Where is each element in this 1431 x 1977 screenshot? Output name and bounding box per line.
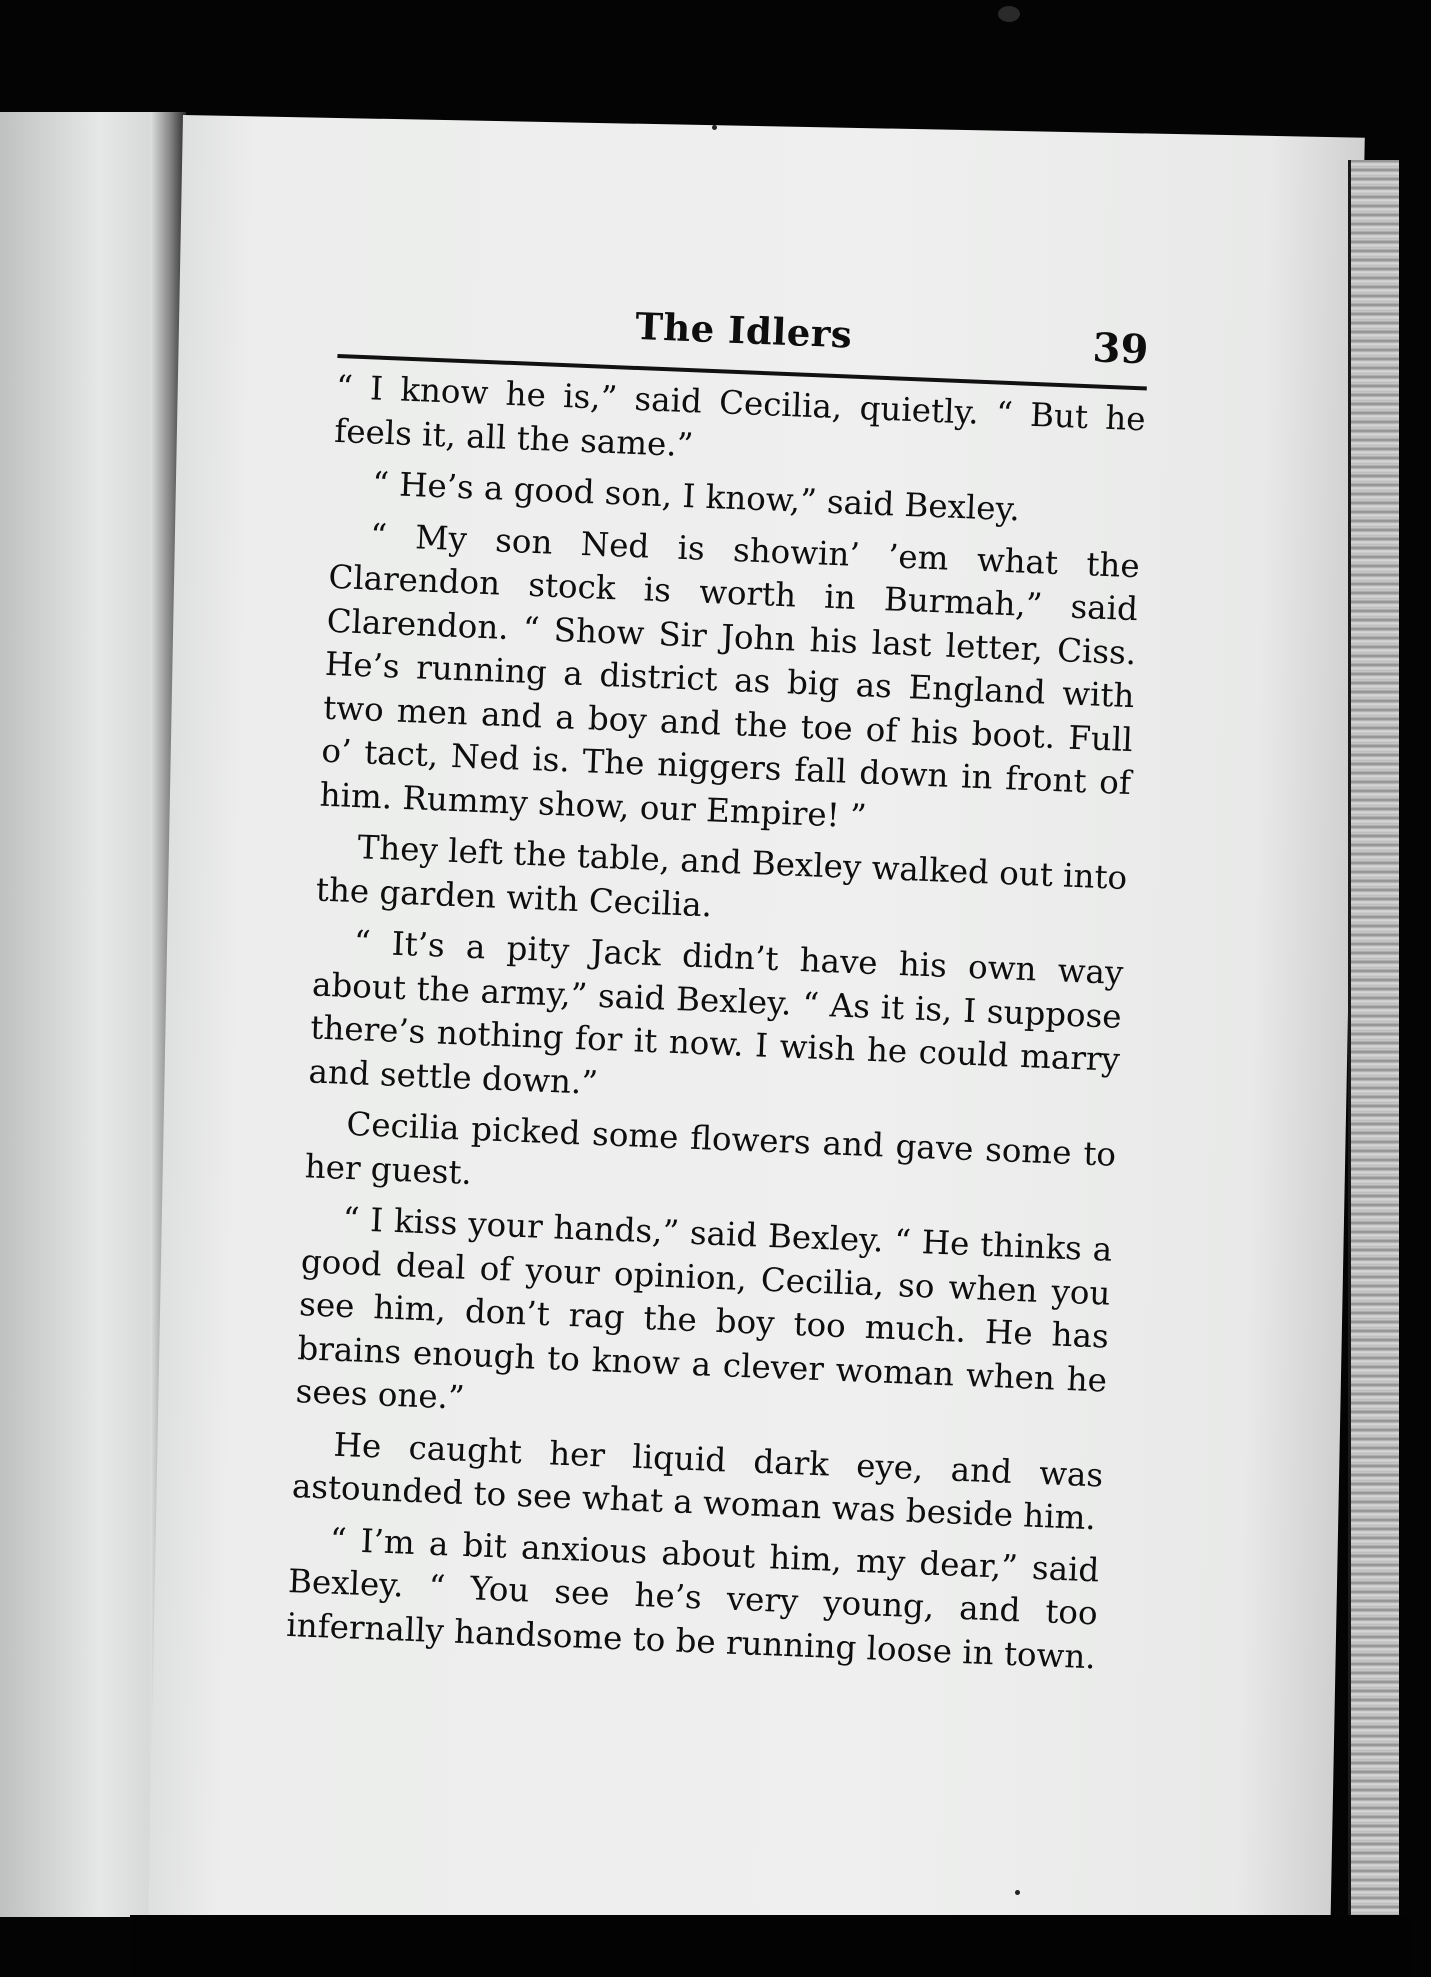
dust-speck xyxy=(1015,1890,1020,1895)
dust-speck xyxy=(712,125,717,130)
paragraph: “ I kiss your hands,” said Bexley. “ He thinks a good deal of your opinion, Cecilia, so when you see him, don’t rag the boy too much. He has brains enough to know a clever woman when he sees one.” xyxy=(295,1199,1113,1417)
paragraph: “ I know he is,” said Cecilia, quietly. “ But he feels it, all the same.” xyxy=(333,367,1147,464)
paragraph: “ My son Ned is showin’ ’em what the Clarendon stock is worth in Burmah,” said Clarendon. “ Show Sir John his last letter, Ciss. He’s running a district as big as England with two men and a boy and the toe of his boot. Full o’ tact, Ned is. The niggers fall down in front of him. Rummy show, our Empire! ” xyxy=(319,515,1141,836)
paragraph: They left the table, and Bexley walked out into the garden with Cecilia. xyxy=(315,828,1128,924)
paragraph: “ It’s a pity Jack didn’t have his own way about the army,” said Bexley. “ As it is, I suppose there’s nothing for it now. I wish he could marry and settle down.” xyxy=(307,923,1125,1102)
page-stack-edge xyxy=(1348,160,1399,1940)
paragraph: “ I’m a bit anxious about him, my dear,” said Bexley. “ You see he’s very young, and too infernally handsome to be running loose in town. xyxy=(285,1520,1101,1676)
page-number: 39 xyxy=(1091,324,1150,374)
running-title: The Idlers xyxy=(634,303,854,357)
paragraph: “ He’s a good son, I know,” said Bexley. xyxy=(371,464,1021,529)
paragraph: Cecilia picked some flowers and gave some to her guest. xyxy=(304,1104,1117,1192)
bottom-shadow xyxy=(130,1915,1410,1977)
page-text-block xyxy=(285,292,1149,1687)
dust-speck xyxy=(998,6,1020,22)
paragraph: He caught her liquid dark eye, and was astounded to see what a woman was beside him. xyxy=(291,1425,1104,1538)
